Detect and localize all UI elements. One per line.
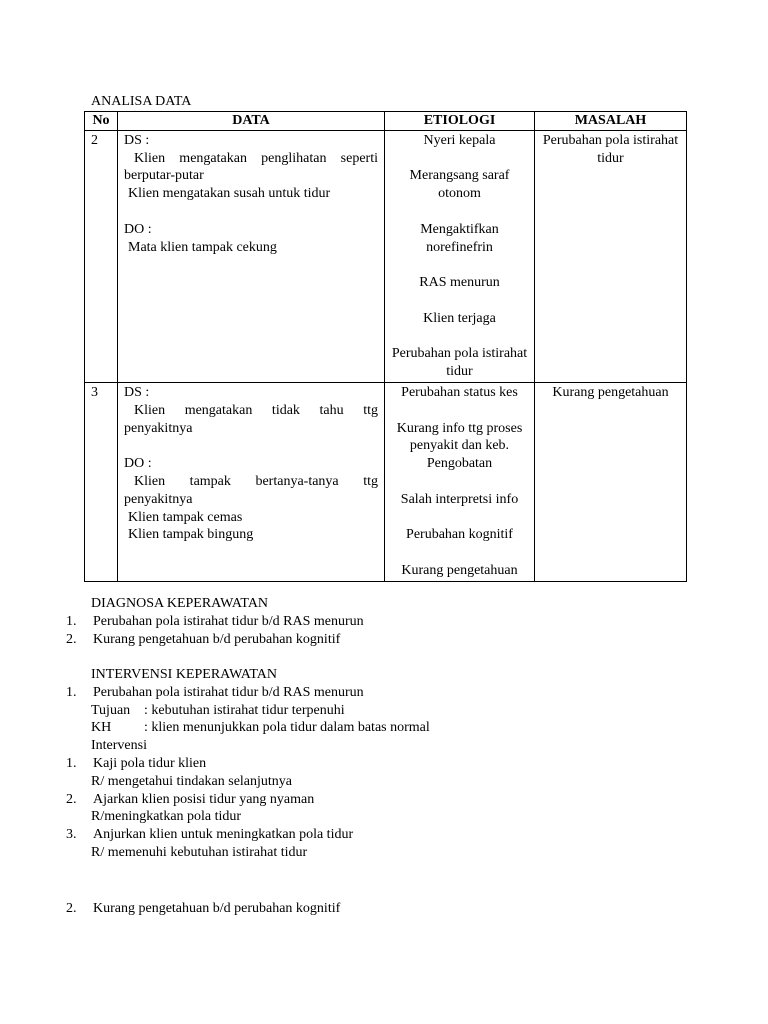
cell-etiologi xyxy=(385,382,535,581)
list-text: Kaji pola tidur klien xyxy=(93,755,207,771)
ds-line: Klien mengatakan penglihatan seperti berputar-putar xyxy=(124,150,378,184)
list-number: 1. xyxy=(66,684,77,700)
list-item xyxy=(66,900,706,918)
list-item xyxy=(66,755,706,773)
table-header-row xyxy=(85,112,687,131)
list-text: Ajarkan klien posisi tidur yang nyaman xyxy=(93,791,315,807)
list-item xyxy=(66,631,706,649)
list-number: 2. xyxy=(66,791,77,807)
list-number: 2. xyxy=(66,631,77,647)
etiologi-step: RAS menurun xyxy=(419,275,500,291)
ds-line: Klien mengatakan tidak tahu ttg penyakitnya xyxy=(124,402,378,436)
list-text: Perubahan pola istirahat tidur b/d RAS menurun xyxy=(93,613,364,629)
do-line: Klien tampak bingung xyxy=(128,527,254,543)
cell-no: 3 xyxy=(85,382,118,581)
table-row xyxy=(85,130,687,382)
etiologi-step: Merangsang saraf otonom xyxy=(409,168,510,202)
cell-data xyxy=(118,382,385,581)
ds-line: Klien mengatakan susah untuk tidur xyxy=(128,186,331,202)
intervensi-section xyxy=(66,666,706,862)
table-row xyxy=(85,382,687,581)
list-number: 2. xyxy=(66,901,77,916)
rationale: R/ mengetahui tindakan selanjutnya xyxy=(91,773,293,789)
cell-masalah: Kurang pengetahuan xyxy=(535,382,687,581)
kh-key: KH xyxy=(91,720,112,736)
rationale: R/meningkatkan pola tidur xyxy=(91,809,242,825)
list-text: Kurang pengetahuan b/d perubahan kognitif xyxy=(93,901,341,916)
do-line: Klien tampak bertanya-tanya ttg penyakitnya xyxy=(124,473,378,507)
list-text: Kurang pengetahuan b/d perubahan kognitif xyxy=(93,631,341,647)
cell-no: 2 xyxy=(85,130,118,382)
diagnosa-section xyxy=(66,595,706,648)
tujuan-key: Tujuan xyxy=(91,702,131,718)
cell-etiologi xyxy=(385,130,535,382)
list-number: 1. xyxy=(66,755,77,771)
etiologi-step: Perubahan status kes xyxy=(401,384,518,400)
etiologi-step: Perubahan pola istirahat tidur xyxy=(391,346,528,380)
header-no: No xyxy=(85,112,118,131)
header-etiologi: ETIOLOGI xyxy=(385,112,535,131)
etiologi-step: Salah interpretsi info xyxy=(400,491,519,507)
tujuan-line xyxy=(66,702,706,720)
intervensi-subtitle: Intervensi xyxy=(91,738,147,754)
etiologi-step: Mengaktifkan norefinefrin xyxy=(420,221,499,255)
etiologi-step: Kurang pengetahuan xyxy=(401,562,518,578)
analisa-data-heading: ANALISA DATA xyxy=(91,94,192,109)
etiologi-step: Perubahan kognitif xyxy=(406,527,513,543)
ds-label: DS : xyxy=(124,384,150,400)
cell-data xyxy=(118,130,385,382)
kh-line xyxy=(66,719,706,737)
cell-masalah: Perubahan pola istirahat tidur xyxy=(535,130,687,382)
kh-value: : klien menunjukkan pola tidur dalam batas normal xyxy=(144,720,430,736)
do-line: Klien tampak cemas xyxy=(128,509,243,525)
intervensi-title: INTERVENSI KEPERAWATAN xyxy=(91,667,278,682)
do-line: Mata klien tampak cekung xyxy=(128,239,277,255)
etiologi-step: Klien terjaga xyxy=(423,310,496,326)
list-text: Anjurkan klien untuk meningkatkan pola tidur xyxy=(93,827,354,843)
list-item xyxy=(66,826,706,844)
list-item xyxy=(66,613,706,631)
etiologi-step: Nyeri kepala xyxy=(423,132,496,148)
rationale: R/ memenuhi kebutuhan istirahat tidur xyxy=(91,844,308,860)
list-item xyxy=(66,791,706,809)
intervensi-section-2 xyxy=(66,900,706,918)
list-item xyxy=(66,684,706,702)
do-label: DO : xyxy=(124,456,152,472)
ds-label: DS : xyxy=(124,132,150,148)
header-masalah: MASALAH xyxy=(535,112,687,131)
tujuan-value: : kebutuhan istirahat tidur terpenuhi xyxy=(144,702,345,718)
header-data: DATA xyxy=(118,112,385,131)
analisa-data-table xyxy=(84,111,687,582)
list-number: 3. xyxy=(66,827,77,843)
list-number: 1. xyxy=(66,613,77,629)
etiologi-step: Kurang info ttg proses penyakit dan keb. Pengobatan xyxy=(396,420,523,472)
do-label: DO : xyxy=(124,221,152,237)
diagnosa-title: DIAGNOSA KEPERAWATAN xyxy=(91,596,269,611)
list-text: Perubahan pola istirahat tidur b/d RAS menurun xyxy=(93,684,364,700)
